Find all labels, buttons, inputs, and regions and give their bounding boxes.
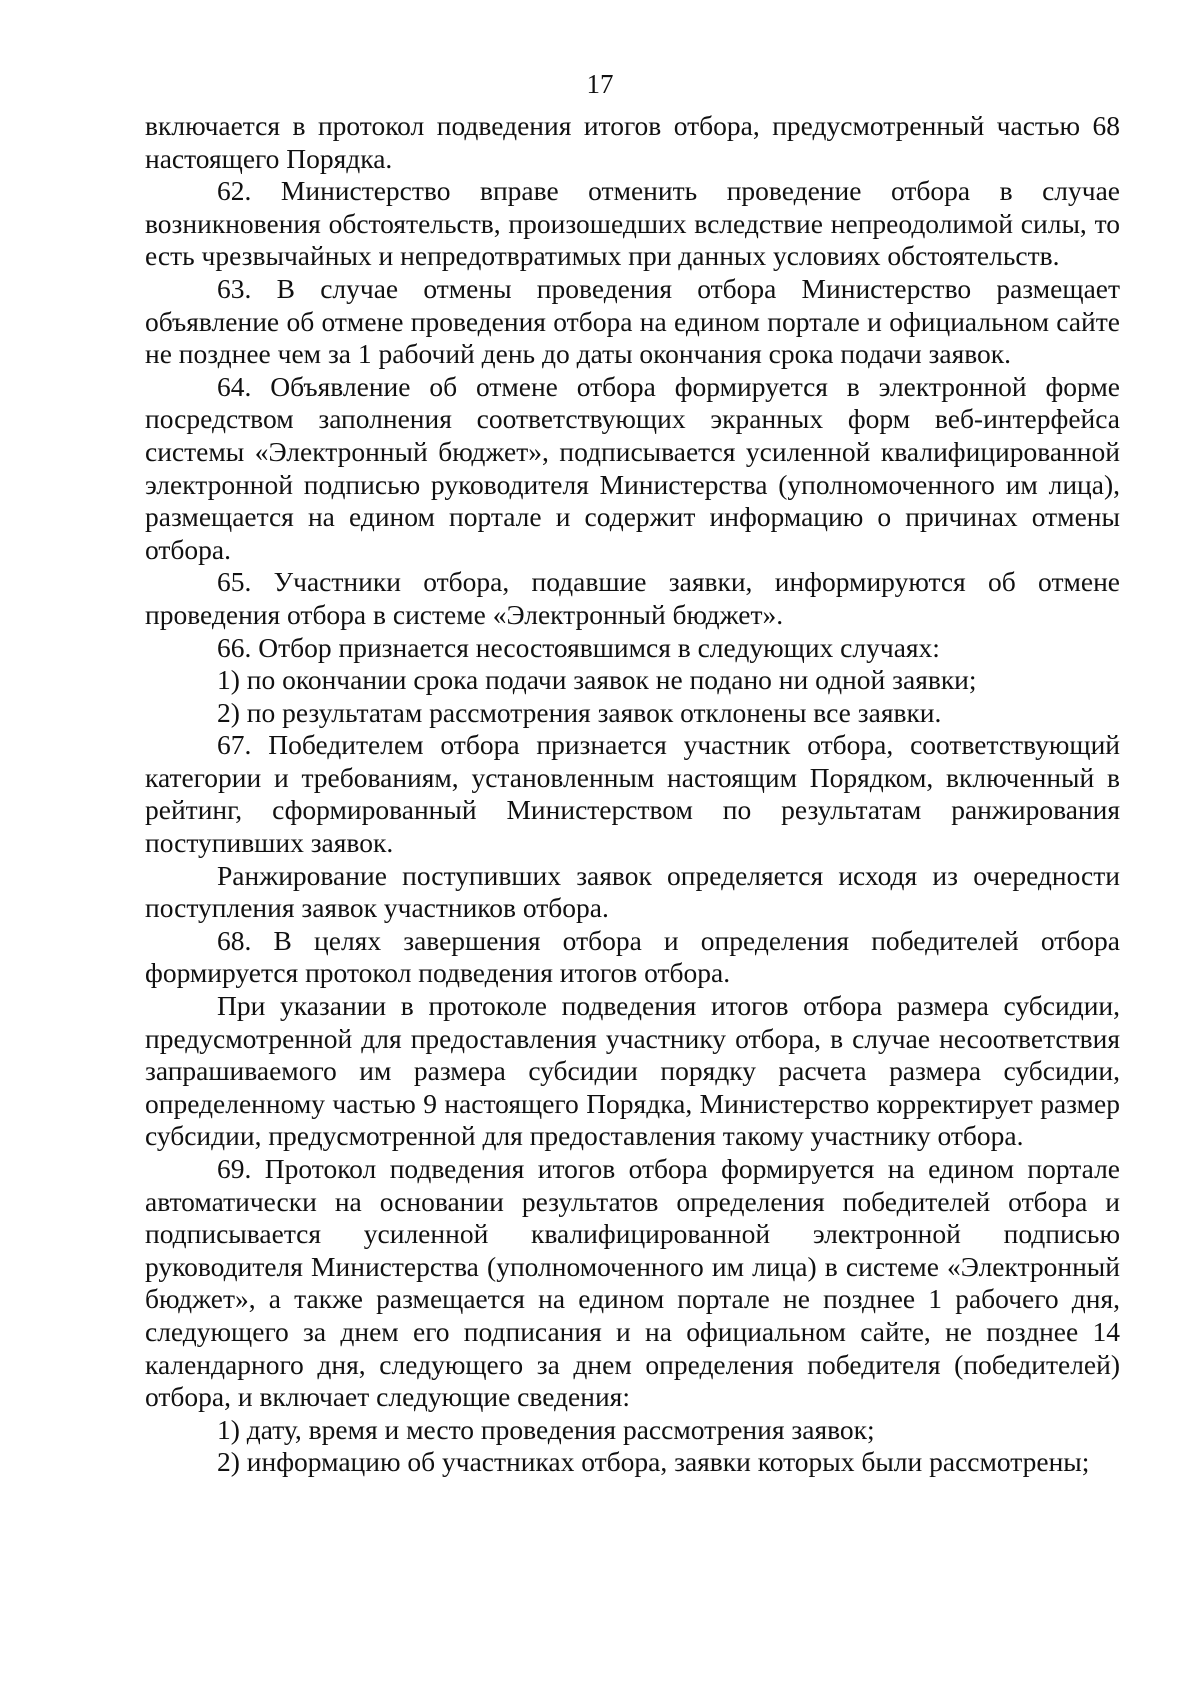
paragraph-62: 62. Министерство вправе отменить проведение отбора в случае возникновения обстоятельств, произошедших вследствие непреодолимой силы, то есть чрезвычайных и непредотвратимых при данных условиях обстоятельств.	[145, 175, 1120, 272]
paragraph-continuation: включается в протокол подведения итогов отбора, предусмотренный частью 68 настоящего Порядка.	[145, 110, 1120, 174]
page-number: 17	[586, 69, 614, 99]
paragraph-66: 66. Отбор признается несостоявшимся в следующих случаях:	[217, 631, 940, 663]
paragraph-68: 68. В целях завершения отбора и определения победителей отбора формируется протокол подведения итогов отбора.	[145, 924, 1120, 989]
paragraph-63: 63. В случае отмены проведения отбора Министерство размещает объявление об отмене проведения отбора на едином портале и официальном сайте не позднее чем за 1 рабочий день до даты окончания срока подачи заявок.	[145, 272, 1120, 370]
paragraph-65: 65. Участники отбора, подавшие заявки, информируются об отмене проведения отбора в системе «Электронный бюджет».	[145, 566, 1120, 630]
paragraph-67: 67. Победителем отбора признается участник отбора, соответствующий категории и требованиям, установленным настоящим Порядком, включенный в рейтинг, сформированный Министерством по результатам ранжирования поступивших заявок.	[145, 729, 1120, 859]
paragraph-66-item-1: 1) по окончании срока подачи заявок не подано ни одной заявки;	[217, 664, 977, 696]
paragraph-69-item-1: 1) дату, время и место проведения рассмотрения заявок;	[217, 1413, 875, 1445]
paragraph-69-item-2: 2) информацию об участниках отбора, заявки которых были рассмотрены;	[217, 1446, 1090, 1478]
paragraph-64: 64. Объявление об отмене отбора формируется в электронной форме посредством заполнения соответствующих экранных форм веб-интерфейса системы «Электронный бюджет», подписывается усиленной квалифицированной электронной подписью руководителя Министерства (уполномоченного им лица), размещается на едином портале и содержит информацию о причинах отмены отбора.	[145, 370, 1120, 565]
paragraph-69: 69. Протокол подведения итогов отбора формируется на едином портале автоматически на основании результатов определения победителей отбора и подписывается усиленной квалифицированной электронной подписью руководителя Министерства (уполномоченного им лица) в системе «Электронный бюджет», а также размещается на едином портале не позднее 1 рабочего дня, следующего за днем его подписания и на официальном сайте, не позднее 14 календарного дня, следующего за днем определения победителя (победителей) отбора, и включает следующие сведения:	[145, 1153, 1120, 1413]
paragraph-ranking: Ранжирование поступивших заявок определяется исходя из очередности поступления заявок участников отбора.	[145, 859, 1120, 924]
document-body	[145, 110, 1120, 1479]
paragraph-subsidy-correction: При указании в протоколе подведения итогов отбора размера субсидии, предусмотренной для предоставления участнику отбора, в случае несоответствия запрашиваемого им размера субсидии порядку расчета размера субсидии, определенному частью 9 настоящего Порядка, Министерство корректирует размер субсидии, предусмотренной для предоставления такому участнику отбора.	[145, 990, 1120, 1152]
paragraph-66-item-2: 2) по результатам рассмотрения заявок отклонены все заявки.	[217, 696, 942, 728]
